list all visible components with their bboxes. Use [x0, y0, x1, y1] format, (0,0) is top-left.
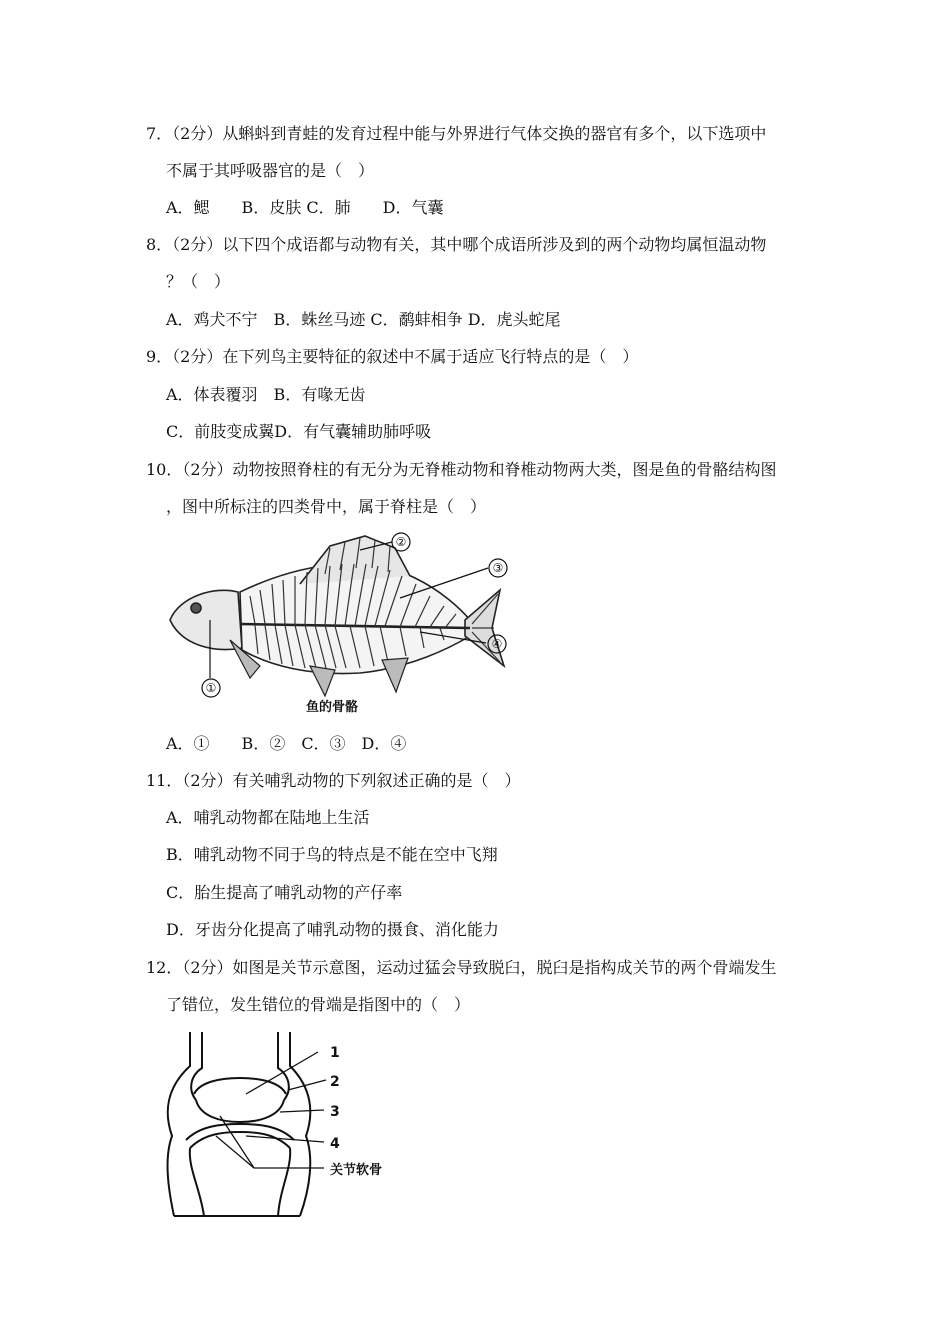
q7-options: A．鳃 B．皮肤 C．肺 D．气囊: [166, 198, 444, 217]
joint-diagram-drawing: [160, 1028, 420, 1223]
q10-options: A．① B．② C．③ D．④: [166, 734, 407, 753]
fish-label-4: ④: [491, 637, 503, 651]
q11-option-a: A．哺乳动物都在陆地上生活: [166, 808, 370, 827]
q11-option-c: C．胎生提高了哺乳动物的产仔率: [166, 883, 403, 902]
q10-stem-line2: ，图中所标注的四类骨中，属于脊柱是（ ）: [166, 497, 487, 516]
q11-option-d: D．牙齿分化提高了哺乳动物的摄食、消化能力: [166, 920, 499, 939]
q10-stem-line1: 10．（2分）动物按照脊柱的有无分为无脊椎动物和脊椎动物两大类，图是鱼的骨骼结构图: [146, 460, 777, 479]
fish-figure-caption: 鱼的骨骼: [305, 700, 359, 715]
joint-label-4: 4: [330, 1136, 340, 1152]
fish-skeleton-drawing: [160, 528, 530, 718]
q7-stem-line2: 不属于其呼吸器官的是（ ）: [166, 161, 375, 180]
q9-options-row1: A．体表覆羽 B．有喙无齿: [166, 385, 366, 404]
fish-label-2: ②: [395, 535, 407, 549]
q11-option-b: B．哺乳动物不同于鸟的特点是不能在空中飞翔: [166, 845, 498, 864]
q8-options: A．鸡犬不宁 B．蛛丝马迹 C．鹬蚌相争 D．虎头蛇尾: [166, 310, 561, 329]
q9-options-row2: C．前肢变成翼D．有气囊辅助肺呼吸: [166, 422, 432, 441]
q8-stem-line1: 8．（2分）以下四个成语都与动物有关，其中哪个成语所涉及到的两个动物均属恒温动物: [146, 235, 767, 254]
fish-skeleton-figure: [160, 528, 530, 718]
q8-stem-line2: ？（ ）: [166, 272, 231, 291]
q11-stem: 11．（2分）有关哺乳动物的下列叙述正确的是（ ）: [146, 771, 521, 790]
joint-diagram-figure: [160, 1028, 420, 1223]
fish-label-3: ③: [492, 561, 504, 575]
joint-label-2: 2: [330, 1074, 340, 1090]
q12-stem-line2: 了错位，发生错位的骨端是指图中的（ ）: [166, 995, 471, 1014]
q7-stem-line1: 7．（2分）从蝌蚪到青蛙的发育过程中能与外界进行气体交换的器官有多个，以下选项中: [146, 124, 767, 143]
q12-stem-line1: 12．（2分）如图是关节示意图，运动过猛会导致脱臼，脱臼是指构成关节的两个骨端发生: [146, 958, 777, 977]
joint-label-cartilage: 关节软骨: [330, 1163, 383, 1178]
joint-label-3: 3: [330, 1104, 340, 1120]
q9-stem: 9．（2分）在下列鸟主要特征的叙述中不属于适应飞行特点的是（ ）: [146, 347, 639, 366]
fish-label-1: ①: [205, 681, 217, 695]
joint-label-1: 1: [330, 1045, 340, 1061]
